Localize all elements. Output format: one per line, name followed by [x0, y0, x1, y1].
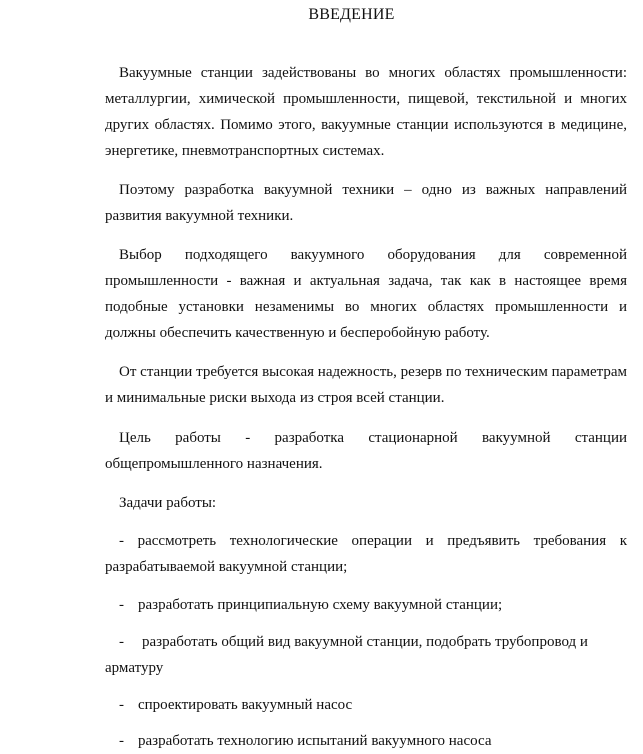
- task-text: разработать общий вид вакуумной станции, подобрать трубопровод и арматуру: [105, 634, 588, 676]
- paragraph-goal: Цель работы - разработка стационарной вакуумной станции общепромышленного назначения.: [105, 430, 627, 472]
- task-item-1: - рассмотреть технологические операции и предъявить требования к разрабатываемой вакуумной станции;: [105, 533, 627, 575]
- task-item-3: [105, 629, 627, 681]
- document-title: ВВЕДЕНИЕ: [308, 6, 395, 23]
- task-dash: -: [119, 733, 124, 749]
- paragraph-tasks-heading: Задачи работы:: [119, 495, 217, 511]
- task-item-4: [105, 692, 627, 718]
- task-text: разработать принципиальную схему вакуумной станции;: [138, 597, 503, 613]
- task-item-2: [105, 592, 627, 618]
- paragraph-equipment-choice: Выбор подходящего вакуумного оборудования для современной промышленности - важная и актуальная задача, так как в настоящее время подобные установки незаменимы во многих областях промышленности и должны обеспечить качественную и бесперобойную работу.: [105, 247, 627, 341]
- task-dash: -: [119, 697, 124, 713]
- paragraph-intro: Вакуумные станции задействованы во многих областях промышленности: металлургии, химической промышленности, пищевой, текстильной и многих других областях. Помимо этого, вакуумные станции используются в медицине, энергетике, пневмотранспортных системах.: [105, 65, 627, 159]
- paragraph-reliability: От станции требуется высокая надежность, резерв по техническим параметрам и минимальные риски выхода из строя всей станции.: [105, 364, 627, 406]
- paragraph-development: Поэтому разработка вакуумной техники – одно из важных направлений развития вакуумной техники.: [105, 182, 627, 224]
- task-item-5: [105, 728, 627, 754]
- task-text: разработать технологию испытаний вакуумного насоса: [138, 733, 492, 749]
- task-text: спроектировать вакуумный насос: [138, 697, 353, 713]
- task-dash: -: [119, 597, 124, 613]
- task-dash: -: [119, 634, 124, 650]
